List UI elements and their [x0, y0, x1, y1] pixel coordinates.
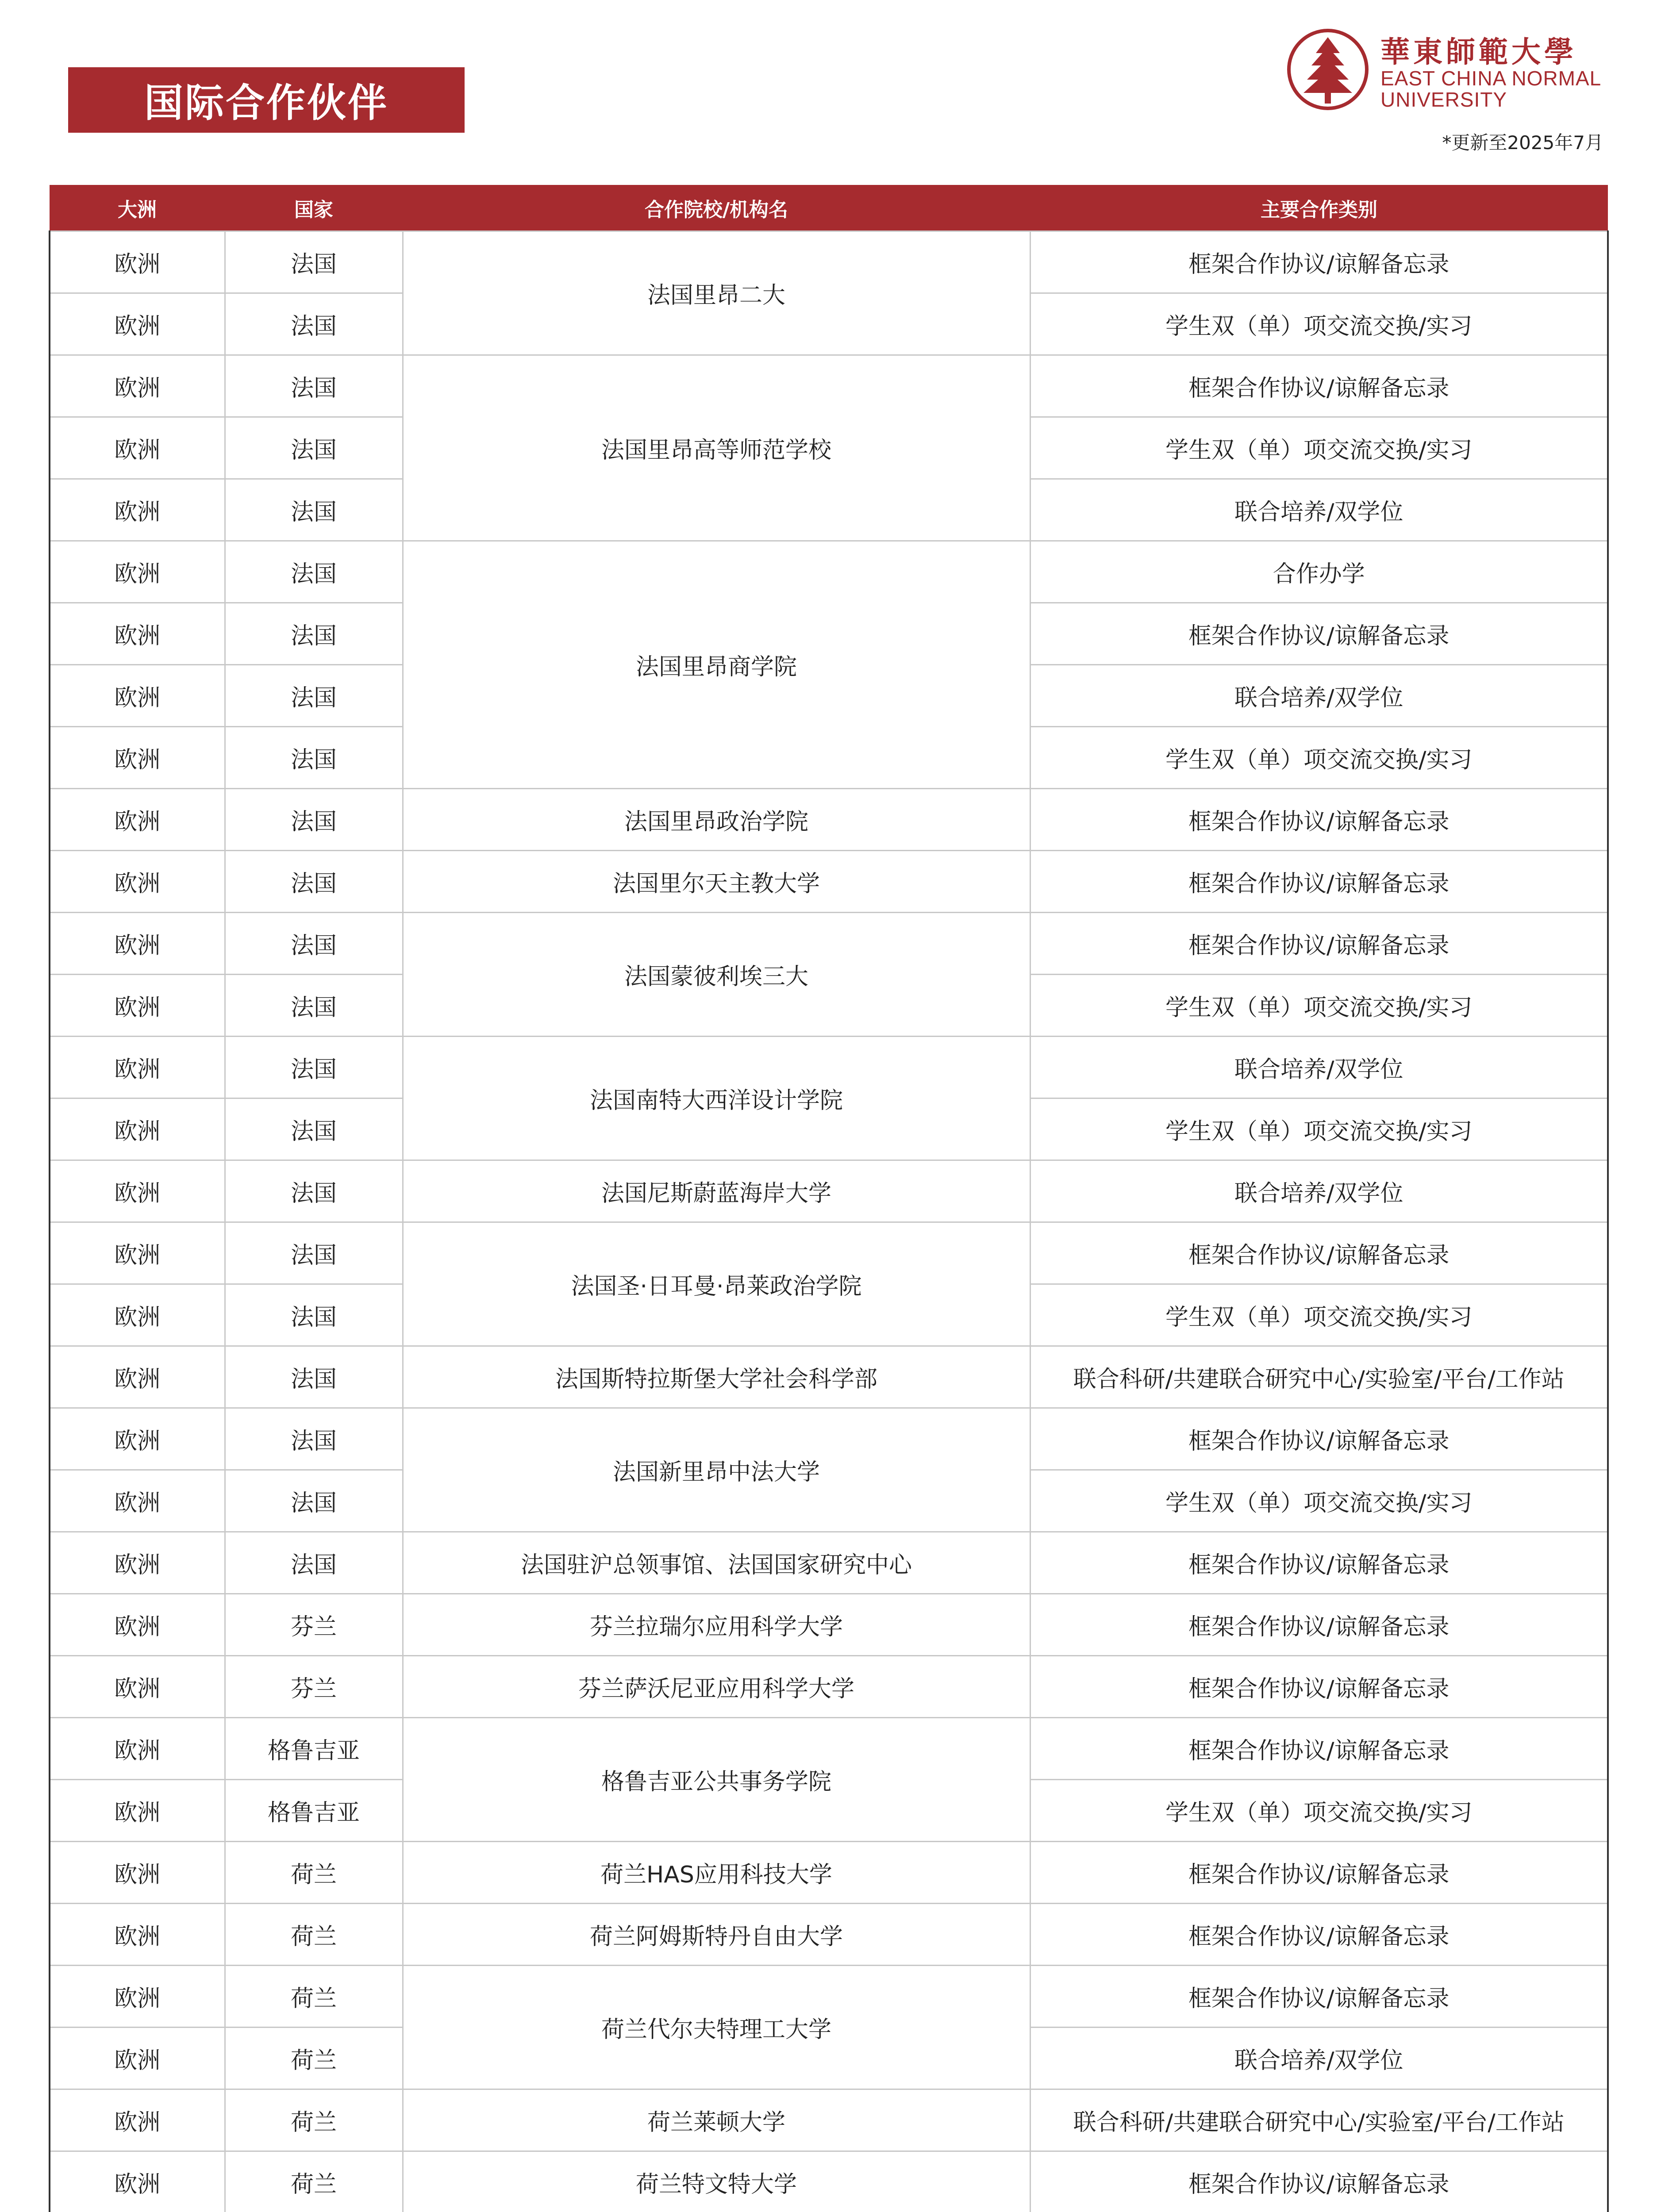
continent-cell: 欧洲 — [50, 1408, 225, 1470]
category-cell: 框架合作协议/谅解备忘录 — [1030, 1408, 1608, 1470]
logo-english-name-line2: UNIVERSITY — [1380, 88, 1507, 111]
category-cell: 框架合作协议/谅解备忘录 — [1030, 913, 1608, 975]
continent-cell: 欧洲 — [50, 2028, 225, 2089]
country-cell: 荷兰 — [225, 1842, 403, 1904]
country-cell: 芬兰 — [225, 1594, 403, 1656]
continent-cell: 欧洲 — [50, 2151, 225, 2212]
table-row — [50, 1904, 1608, 1966]
country-cell: 法国 — [225, 789, 403, 851]
country-cell: 法国 — [225, 665, 403, 727]
category-cell: 学生双（单）项交流交换/实习 — [1030, 1098, 1608, 1160]
country-cell: 法国 — [225, 603, 403, 665]
table-row — [50, 1037, 1608, 1098]
country-cell: 法国 — [225, 1408, 403, 1470]
logo-chinese-name: 華東師範大學 — [1380, 35, 1577, 69]
category-cell: 学生双（单）项交流交换/实习 — [1030, 975, 1608, 1037]
table-row — [50, 1532, 1608, 1594]
institution-name-cell: 法国里昂商学院 — [403, 541, 1030, 789]
continent-cell: 欧洲 — [50, 913, 225, 975]
continent-cell: 欧洲 — [50, 417, 225, 479]
continent-cell: 欧洲 — [50, 1594, 225, 1656]
continent-cell: 欧洲 — [50, 541, 225, 603]
institution-name-cell: 荷兰HAS应用科技大学 — [403, 1842, 1030, 1904]
category-cell: 合作办学 — [1030, 541, 1608, 603]
country-cell: 法国 — [225, 851, 403, 913]
continent-cell: 欧洲 — [50, 1222, 225, 1284]
country-cell: 法国 — [225, 1222, 403, 1284]
category-cell: 学生双（单）项交流交换/实习 — [1030, 727, 1608, 789]
institution-name-cell: 荷兰代尔夫特理工大学 — [403, 1966, 1030, 2089]
institution-name-cell: 法国圣·日耳曼·昂莱政治学院 — [403, 1222, 1030, 1346]
continent-cell: 欧洲 — [50, 789, 225, 851]
continent-cell: 欧洲 — [50, 1037, 225, 1098]
country-cell: 法国 — [225, 541, 403, 603]
country-cell: 法国 — [225, 293, 403, 355]
update-note: *更新至2025年7月 — [1442, 132, 1603, 154]
country-cell: 格鲁吉亚 — [225, 1780, 403, 1842]
continent-cell: 欧洲 — [50, 1470, 225, 1532]
table-row — [50, 2151, 1608, 2212]
institution-name-cell: 法国里昂高等师范学校 — [403, 355, 1030, 541]
pine-tree-emblem-icon — [1286, 27, 1370, 111]
continent-cell: 欧洲 — [50, 479, 225, 541]
continent-cell: 欧洲 — [50, 603, 225, 665]
header-category: 主要合作类别 — [1030, 185, 1608, 231]
continent-cell: 欧洲 — [50, 1160, 225, 1222]
institution-name-cell: 法国驻沪总领事馆、法国国家研究中心 — [403, 1532, 1030, 1594]
table-body — [50, 231, 1608, 2212]
category-cell: 联合科研/共建联合研究中心/实验室/平台/工作站 — [1030, 1346, 1608, 1408]
table-row — [50, 2089, 1608, 2151]
continent-cell: 欧洲 — [50, 231, 225, 293]
category-cell: 联合培养/双学位 — [1030, 1160, 1608, 1222]
institution-name-cell: 法国斯特拉斯堡大学社会科学部 — [403, 1346, 1030, 1408]
category-cell: 框架合作协议/谅解备忘录 — [1030, 789, 1608, 851]
country-cell: 法国 — [225, 479, 403, 541]
category-cell: 学生双（单）项交流交换/实习 — [1030, 1284, 1608, 1346]
category-cell: 框架合作协议/谅解备忘录 — [1030, 1842, 1608, 1904]
institution-name-cell: 荷兰特文特大学 — [403, 2151, 1030, 2212]
logo-english-name-line1: EAST CHINA NORMAL — [1380, 67, 1602, 90]
country-cell: 法国 — [225, 1160, 403, 1222]
category-cell: 框架合作协议/谅解备忘录 — [1030, 851, 1608, 913]
country-cell: 法国 — [225, 1470, 403, 1532]
country-cell: 芬兰 — [225, 1656, 403, 1718]
country-cell: 荷兰 — [225, 2028, 403, 2089]
category-cell: 框架合作协议/谅解备忘录 — [1030, 2151, 1608, 2212]
country-cell: 荷兰 — [225, 1904, 403, 1966]
table-row — [50, 1966, 1608, 2028]
category-cell: 联合科研/共建联合研究中心/实验室/平台/工作站 — [1030, 2089, 1608, 2151]
country-cell: 格鲁吉亚 — [225, 1718, 403, 1780]
country-cell: 法国 — [225, 1346, 403, 1408]
table-row — [50, 541, 1608, 603]
category-cell: 联合培养/双学位 — [1030, 1037, 1608, 1098]
country-cell: 法国 — [225, 1284, 403, 1346]
continent-cell: 欧洲 — [50, 1780, 225, 1842]
category-cell: 学生双（单）项交流交换/实习 — [1030, 293, 1608, 355]
category-cell: 联合培养/双学位 — [1030, 665, 1608, 727]
institution-name-cell: 法国南特大西洋设计学院 — [403, 1037, 1030, 1160]
category-cell: 框架合作协议/谅解备忘录 — [1030, 355, 1608, 417]
category-cell: 框架合作协议/谅解备忘录 — [1030, 1966, 1608, 2028]
table-row — [50, 231, 1608, 293]
category-cell: 学生双（单）项交流交换/实习 — [1030, 417, 1608, 479]
country-cell: 法国 — [225, 355, 403, 417]
country-cell: 荷兰 — [225, 1966, 403, 2028]
country-cell: 法国 — [225, 727, 403, 789]
institution-name-cell: 法国里尔天主教大学 — [403, 851, 1030, 913]
country-cell: 法国 — [225, 975, 403, 1037]
continent-cell: 欧洲 — [50, 293, 225, 355]
category-cell: 框架合作协议/谅解备忘录 — [1030, 1718, 1608, 1780]
continent-cell: 欧洲 — [50, 975, 225, 1037]
country-cell: 法国 — [225, 1037, 403, 1098]
continent-cell: 欧洲 — [50, 1532, 225, 1594]
table-row — [50, 1346, 1608, 1408]
header-country: 国家 — [225, 185, 403, 231]
table-row — [50, 1160, 1608, 1222]
category-cell: 框架合作协议/谅解备忘录 — [1030, 1594, 1608, 1656]
continent-cell: 欧洲 — [50, 1098, 225, 1160]
continent-cell: 欧洲 — [50, 1656, 225, 1718]
continent-cell: 欧洲 — [50, 2089, 225, 2151]
country-cell: 荷兰 — [225, 2089, 403, 2151]
header-institution: 合作院校/机构名 — [403, 185, 1030, 231]
continent-cell: 欧洲 — [50, 1346, 225, 1408]
institution-name-cell: 法国尼斯蔚蓝海岸大学 — [403, 1160, 1030, 1222]
category-cell: 框架合作协议/谅解备忘录 — [1030, 1222, 1608, 1284]
table-row — [50, 1408, 1608, 1470]
category-cell: 联合培养/双学位 — [1030, 479, 1608, 541]
institution-name-cell: 荷兰阿姆斯特丹自由大学 — [403, 1904, 1030, 1966]
institution-name-cell: 芬兰拉瑞尔应用科学大学 — [403, 1594, 1030, 1656]
institution-name-cell: 法国蒙彼利埃三大 — [403, 913, 1030, 1037]
table-row — [50, 1718, 1608, 1780]
table-header-row — [50, 185, 1608, 231]
table-row — [50, 851, 1608, 913]
table-row — [50, 1842, 1608, 1904]
continent-cell: 欧洲 — [50, 1718, 225, 1780]
category-cell: 学生双（单）项交流交换/实习 — [1030, 1780, 1608, 1842]
table-row — [50, 913, 1608, 975]
institution-name-cell: 芬兰萨沃尼亚应用科学大学 — [403, 1656, 1030, 1718]
continent-cell: 欧洲 — [50, 665, 225, 727]
country-cell: 法国 — [225, 913, 403, 975]
country-cell: 荷兰 — [225, 2151, 403, 2212]
country-cell: 法国 — [225, 417, 403, 479]
institution-name-cell: 法国新里昂中法大学 — [403, 1408, 1030, 1532]
category-cell: 框架合作协议/谅解备忘录 — [1030, 1656, 1608, 1718]
page-title: 国际合作伙伴 — [68, 67, 465, 133]
table-row — [50, 355, 1608, 417]
country-cell: 法国 — [225, 1532, 403, 1594]
continent-cell: 欧洲 — [50, 727, 225, 789]
continent-cell: 欧洲 — [50, 1284, 225, 1346]
partner-table — [49, 185, 1609, 2212]
table-row — [50, 1656, 1608, 1718]
table-row — [50, 1222, 1608, 1284]
category-cell: 学生双（单）项交流交换/实习 — [1030, 1470, 1608, 1532]
country-cell: 法国 — [225, 231, 403, 293]
category-cell: 框架合作协议/谅解备忘录 — [1030, 603, 1608, 665]
institution-name-cell: 荷兰莱顿大学 — [403, 2089, 1030, 2151]
category-cell: 框架合作协议/谅解备忘录 — [1030, 1532, 1608, 1594]
table-row — [50, 789, 1608, 851]
university-logo — [1286, 26, 1622, 114]
continent-cell: 欧洲 — [50, 355, 225, 417]
header-continent: 大洲 — [50, 185, 225, 231]
category-cell: 联合培养/双学位 — [1030, 2028, 1608, 2089]
continent-cell: 欧洲 — [50, 1966, 225, 2028]
continent-cell: 欧洲 — [50, 1842, 225, 1904]
category-cell: 框架合作协议/谅解备忘录 — [1030, 231, 1608, 293]
table-row — [50, 1594, 1608, 1656]
institution-name-cell: 格鲁吉亚公共事务学院 — [403, 1718, 1030, 1842]
continent-cell: 欧洲 — [50, 1904, 225, 1966]
category-cell: 框架合作协议/谅解备忘录 — [1030, 1904, 1608, 1966]
institution-name-cell: 法国里昂政治学院 — [403, 789, 1030, 851]
country-cell: 法国 — [225, 1098, 403, 1160]
continent-cell: 欧洲 — [50, 851, 225, 913]
institution-name-cell: 法国里昂二大 — [403, 231, 1030, 355]
